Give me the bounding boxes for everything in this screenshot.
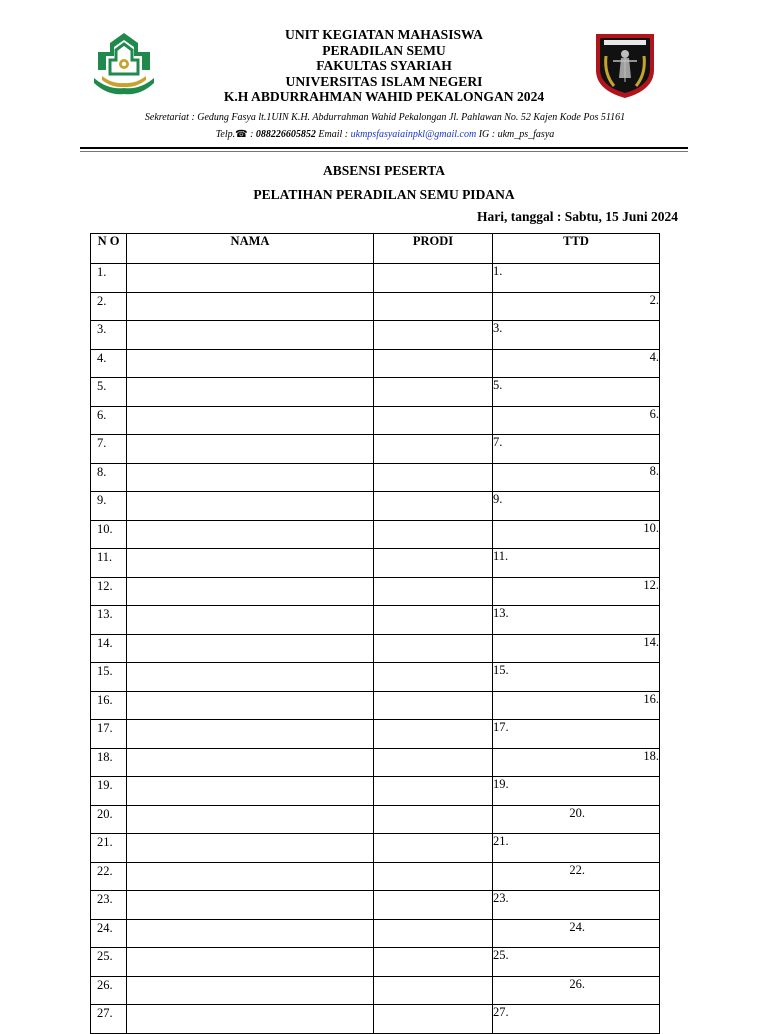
prodi-cell[interactable] bbox=[374, 976, 493, 1005]
ttd-cell[interactable]: 8. bbox=[493, 463, 660, 492]
row-number: 22. bbox=[91, 862, 127, 891]
prodi-cell[interactable] bbox=[374, 549, 493, 578]
row-number: 21. bbox=[91, 834, 127, 863]
table-row bbox=[91, 577, 660, 606]
table-row bbox=[91, 492, 660, 521]
nama-cell[interactable] bbox=[127, 435, 374, 464]
nama-cell[interactable] bbox=[127, 663, 374, 692]
row-number: 5. bbox=[91, 378, 127, 407]
nama-cell[interactable] bbox=[127, 264, 374, 293]
ttd-cell[interactable]: 10. bbox=[493, 520, 660, 549]
row-number: 9. bbox=[91, 492, 127, 521]
table-row bbox=[91, 378, 660, 407]
header-divider-thin bbox=[80, 151, 688, 152]
row-number: 17. bbox=[91, 720, 127, 749]
header-prodi: PRODI bbox=[374, 234, 493, 264]
letterhead bbox=[0, 0, 768, 160]
row-number: 25. bbox=[91, 948, 127, 977]
table-row bbox=[91, 463, 660, 492]
prodi-cell[interactable] bbox=[374, 492, 493, 521]
table-row bbox=[91, 606, 660, 635]
row-number: 10. bbox=[91, 520, 127, 549]
row-number: 15. bbox=[91, 663, 127, 692]
table-row bbox=[91, 777, 660, 806]
ttd-cell[interactable]: 21. bbox=[493, 834, 660, 863]
table-row bbox=[91, 948, 660, 977]
ttd-cell[interactable]: 24. bbox=[493, 919, 660, 948]
row-number: 11. bbox=[91, 549, 127, 578]
phone-icon: ☎ bbox=[235, 129, 248, 140]
org-line: PERADILAN SEMU bbox=[322, 42, 446, 58]
nama-cell[interactable] bbox=[127, 691, 374, 720]
ttd-cell[interactable]: 2. bbox=[493, 292, 660, 321]
prodi-cell[interactable] bbox=[374, 663, 493, 692]
ttd-cell[interactable]: 13. bbox=[493, 606, 660, 635]
org-line: FAKULTAS SYARIAH bbox=[316, 58, 452, 73]
row-number: 7. bbox=[91, 435, 127, 464]
row-number: 8. bbox=[91, 463, 127, 492]
nama-cell[interactable] bbox=[127, 891, 374, 920]
prodi-cell[interactable] bbox=[374, 805, 493, 834]
ttd-cell[interactable]: 17. bbox=[493, 720, 660, 749]
table-row bbox=[91, 834, 660, 863]
prodi-cell[interactable] bbox=[374, 378, 493, 407]
ttd-cell[interactable]: 11. bbox=[493, 549, 660, 578]
row-number: 19. bbox=[91, 777, 127, 806]
prodi-cell[interactable] bbox=[374, 748, 493, 777]
ttd-cell[interactable]: 14. bbox=[493, 634, 660, 663]
ttd-cell[interactable]: 5. bbox=[493, 378, 660, 407]
row-number: 23. bbox=[91, 891, 127, 920]
prodi-cell[interactable] bbox=[374, 606, 493, 635]
table-row bbox=[91, 691, 660, 720]
table-row bbox=[91, 748, 660, 777]
nama-cell[interactable] bbox=[127, 406, 374, 435]
prodi-cell[interactable] bbox=[374, 435, 493, 464]
ttd-cell[interactable]: 19. bbox=[493, 777, 660, 806]
table-row bbox=[91, 264, 660, 293]
nama-cell[interactable] bbox=[127, 520, 374, 549]
nama-cell[interactable] bbox=[127, 577, 374, 606]
table-row bbox=[91, 292, 660, 321]
table-row bbox=[91, 520, 660, 549]
nama-cell[interactable] bbox=[127, 777, 374, 806]
nama-cell[interactable] bbox=[127, 634, 374, 663]
nama-cell[interactable] bbox=[127, 1005, 374, 1034]
header-ttd: TTD bbox=[493, 234, 660, 264]
row-number: 1. bbox=[91, 264, 127, 293]
row-number: 4. bbox=[91, 349, 127, 378]
row-number: 3. bbox=[91, 321, 127, 350]
ttd-cell[interactable]: 20. bbox=[493, 805, 660, 834]
peradilan-semu-emblem-icon bbox=[592, 30, 658, 100]
date-line: Hari, tanggal : Sabtu, 15 Juni 2024 bbox=[476, 209, 678, 224]
table-header-row bbox=[91, 234, 660, 264]
table-row bbox=[91, 321, 660, 350]
prodi-cell[interactable] bbox=[374, 720, 493, 749]
nama-cell[interactable] bbox=[127, 948, 374, 977]
table-row bbox=[91, 919, 660, 948]
prodi-cell[interactable] bbox=[374, 919, 493, 948]
table-row bbox=[91, 435, 660, 464]
ttd-cell[interactable]: 4. bbox=[493, 349, 660, 378]
row-number: 18. bbox=[91, 748, 127, 777]
nama-cell[interactable] bbox=[127, 378, 374, 407]
nama-cell[interactable] bbox=[127, 292, 374, 321]
ttd-cell[interactable]: 7. bbox=[493, 435, 660, 464]
ttd-cell[interactable]: 26. bbox=[493, 976, 660, 1005]
nama-cell[interactable] bbox=[127, 720, 374, 749]
table-row bbox=[91, 891, 660, 920]
ttd-cell[interactable]: 6. bbox=[493, 406, 660, 435]
table-row bbox=[91, 976, 660, 1005]
ttd-cell[interactable]: 18. bbox=[493, 748, 660, 777]
prodi-cell[interactable] bbox=[374, 691, 493, 720]
table-row bbox=[91, 549, 660, 578]
instagram-handle: IG : ukm_ps_fasya bbox=[476, 129, 555, 140]
document-subtitle: PELATIHAN PERADILAN SEMU PIDANA bbox=[253, 187, 515, 202]
nama-cell[interactable] bbox=[127, 349, 374, 378]
table-row bbox=[91, 1005, 660, 1034]
ttd-cell[interactable]: 1. bbox=[493, 264, 660, 293]
document-title: ABSENSI PESERTA bbox=[323, 163, 445, 178]
row-number: 24. bbox=[91, 919, 127, 948]
ttd-cell[interactable]: 3. bbox=[493, 321, 660, 350]
table-row bbox=[91, 862, 660, 891]
contact-line bbox=[60, 129, 710, 140]
prodi-cell[interactable] bbox=[374, 321, 493, 350]
prodi-cell[interactable] bbox=[374, 577, 493, 606]
email-link[interactable]: ukmpsfasyaiainpkl@gmail.com bbox=[350, 129, 477, 140]
org-line: UNIVERSITAS ISLAM NEGERI bbox=[285, 73, 483, 89]
nama-cell[interactable] bbox=[127, 805, 374, 834]
ttd-cell[interactable]: 12. bbox=[493, 577, 660, 606]
header-no: N O bbox=[91, 234, 127, 264]
prodi-cell[interactable] bbox=[374, 777, 493, 806]
table-row bbox=[91, 720, 660, 749]
row-number: 12. bbox=[91, 577, 127, 606]
attendance-table bbox=[90, 233, 660, 1034]
phone-number: 088226605852 bbox=[255, 129, 316, 140]
row-number: 16. bbox=[91, 691, 127, 720]
row-number: 13. bbox=[91, 606, 127, 635]
email-label: Email : bbox=[315, 129, 351, 140]
row-number: 2. bbox=[91, 292, 127, 321]
row-number: 27. bbox=[91, 1005, 127, 1034]
organization-name bbox=[150, 27, 618, 105]
table-row bbox=[91, 349, 660, 378]
org-line: K.H ABDURRAHMAN WAHID PEKALONGAN 2024 bbox=[223, 89, 545, 104]
nama-cell[interactable] bbox=[127, 463, 374, 492]
row-number: 6. bbox=[91, 406, 127, 435]
nama-cell[interactable] bbox=[127, 834, 374, 863]
ttd-cell[interactable]: 23. bbox=[493, 891, 660, 920]
ttd-cell[interactable]: 15. bbox=[493, 663, 660, 692]
nama-cell[interactable] bbox=[127, 748, 374, 777]
table-row bbox=[91, 634, 660, 663]
ttd-cell[interactable]: 25. bbox=[493, 948, 660, 977]
secretariat-address: Sekretariat : Gedung Fasya lt.1UIN K.H. Abdurrahman Wahid Pekalongan Jl. Pahlawan No. 52 Kajen Kode Pos 51161 bbox=[144, 112, 626, 123]
row-number: 14. bbox=[91, 634, 127, 663]
prodi-cell[interactable] bbox=[374, 948, 493, 977]
nama-cell[interactable] bbox=[127, 549, 374, 578]
prodi-cell[interactable] bbox=[374, 349, 493, 378]
prodi-cell[interactable] bbox=[374, 862, 493, 891]
nama-cell[interactable] bbox=[127, 606, 374, 635]
telp-label: Telp. bbox=[215, 129, 236, 140]
row-number: 20. bbox=[91, 805, 127, 834]
ttd-cell[interactable]: 16. bbox=[493, 691, 660, 720]
ttd-cell[interactable]: 22. bbox=[493, 862, 660, 891]
prodi-cell[interactable] bbox=[374, 463, 493, 492]
prodi-cell[interactable] bbox=[374, 634, 493, 663]
header-divider bbox=[80, 147, 688, 149]
org-line: UNIT KEGIATAN MAHASISWA bbox=[285, 27, 483, 42]
prodi-cell[interactable] bbox=[374, 891, 493, 920]
header-nama: NAMA bbox=[127, 234, 374, 264]
nama-cell[interactable] bbox=[127, 492, 374, 521]
prodi-cell[interactable] bbox=[374, 264, 493, 293]
prodi-cell[interactable] bbox=[374, 406, 493, 435]
table-row bbox=[91, 805, 660, 834]
nama-cell[interactable] bbox=[127, 321, 374, 350]
ttd-cell[interactable]: 9. bbox=[493, 492, 660, 521]
prodi-cell[interactable] bbox=[374, 1005, 493, 1034]
row-number: 26. bbox=[91, 976, 127, 1005]
telp-separator: : bbox=[247, 129, 256, 140]
prodi-cell[interactable] bbox=[374, 520, 493, 549]
nama-cell[interactable] bbox=[127, 919, 374, 948]
prodi-cell[interactable] bbox=[374, 834, 493, 863]
nama-cell[interactable] bbox=[127, 976, 374, 1005]
table-row bbox=[91, 406, 660, 435]
nama-cell[interactable] bbox=[127, 862, 374, 891]
table-row bbox=[91, 663, 660, 692]
ttd-cell[interactable]: 27. bbox=[493, 1005, 660, 1034]
prodi-cell[interactable] bbox=[374, 292, 493, 321]
